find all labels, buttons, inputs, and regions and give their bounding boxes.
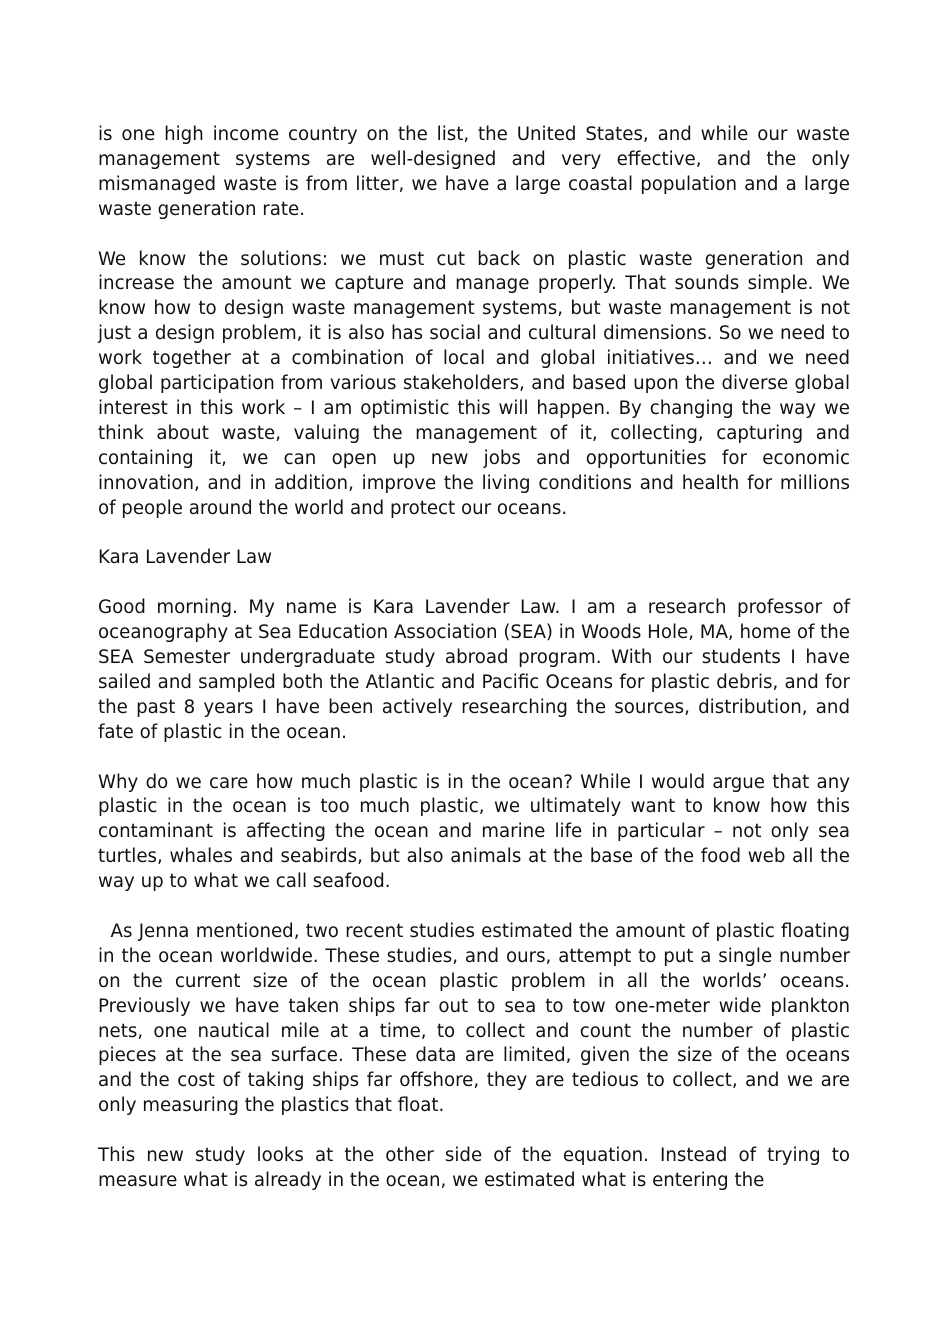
document-page (98, 123, 850, 1219)
paragraph-new-study: This new study looks at the other side of the equation. Instead of trying to measure what is already in the ocean, we estimated what is entering the (98, 1145, 850, 1191)
paragraph-solutions: We know the solutions: we must cut back on plastic waste generation and increase the amount we capture and manage properly. That sounds simple. We know how to design waste management systems, but waste management is not just a design problem, it is also has social and cultural dimensions. So we need to work together at a combination of local and global initiatives… and we need global participation from various stakeholders, and based upon the diverse global interest in this work – I am optimistic this will happen. By changing the way we think about waste, valuing the management of it, collecting, capturing and containing it, we can open up new jobs and opportunities for economic innovation, and in addition, improve the living conditions and health for millions of people around the world and protect our oceans. (98, 248, 850, 519)
speaker-name: Kara Lavender Law (98, 547, 273, 569)
paragraph-why-care: Why do we care how much plastic is in the ocean? While I would argue that any plastic in the ocean is too much plastic, we ultimately want to know how this contaminant is affecting the ocean and marine life in particular – not only sea turtles, whales and seabirds, but also animals at the base of the food web all the way up to what we call seafood. (98, 771, 850, 893)
paragraph-us-waste: is one high income country on the list, the United States, and while our waste management systems are well-designed and very effective, and the only mismanaged waste is from litter, we have a large coastal population and a large waste generation rate. (98, 124, 850, 220)
paragraph-recent-studies: As Jenna mentioned, two recent studies estimated the amount of plastic floating in the ocean worldwide. These studies, and ours, attempt to put a single number on the current size of the ocean plastic problem in all the worlds’ oceans. Previously we have taken ships far out to sea to tow one-meter wide plankton nets, one nautical mile at a time, to collect and count the number of plastic pieces at the sea surface. These data are limited, given the size of the oceans and the cost of taking ships far offshore, they are tedious to collect, and we are only measuring the plastics that float. (98, 920, 850, 1117)
paragraph-introduction: Good morning. My name is Kara Lavender Law. I am a research professor of oceanography at Sea Education Association (SEA) in Woods Hole, MA, home of the SEA Semester undergraduate study abroad program. With our students I have sailed and sampled both the Atlantic and Pacific Oceans for plastic debris, and for the past 8 years I have been actively researching the sources, distribution, and fate of plastic in the ocean. (98, 597, 850, 743)
